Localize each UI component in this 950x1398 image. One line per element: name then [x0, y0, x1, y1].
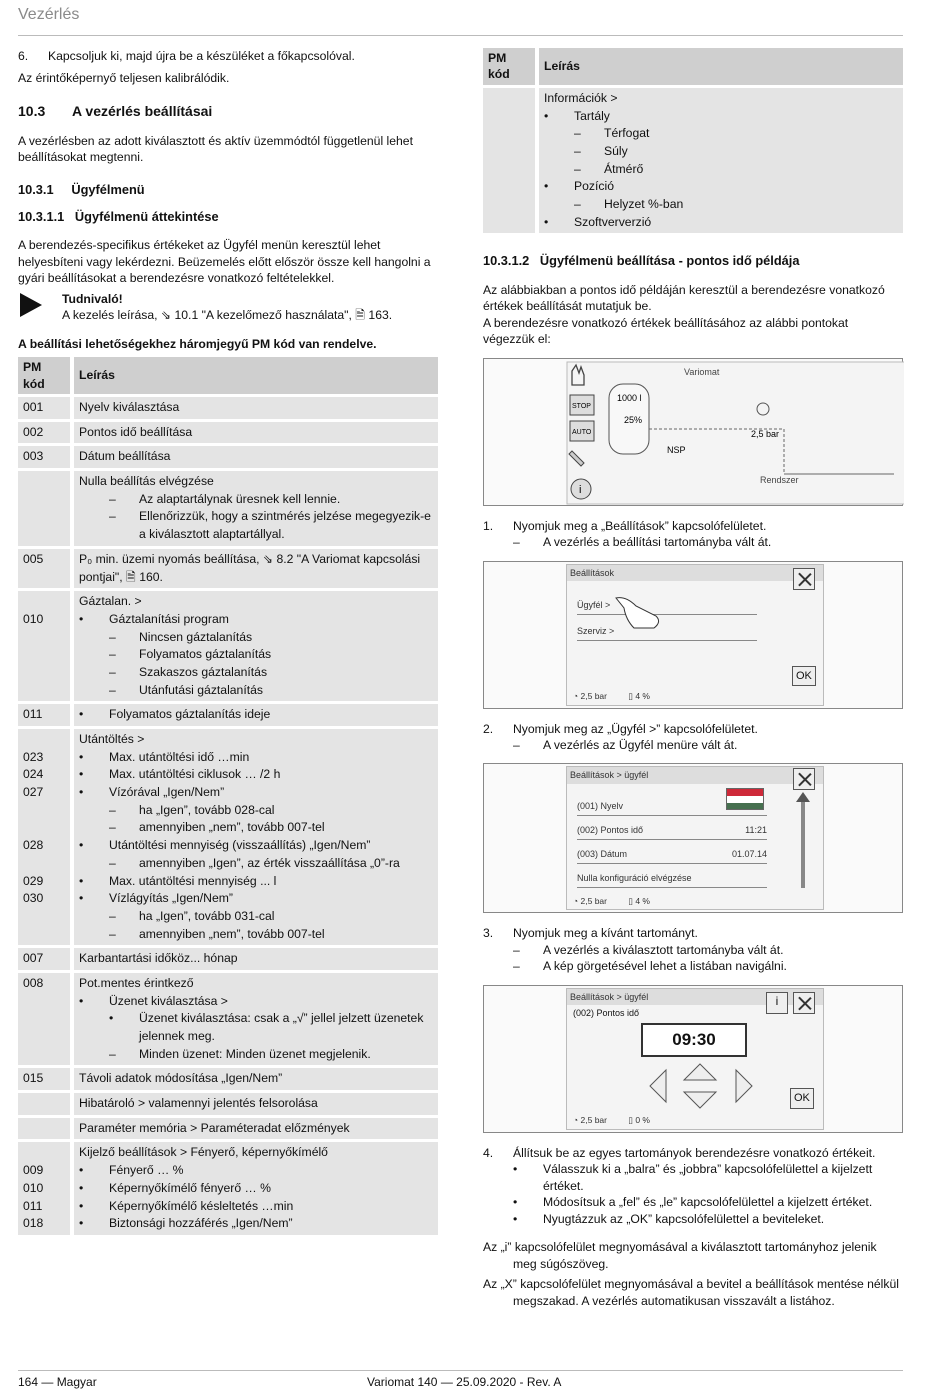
battery-icon: ▯ — [628, 895, 633, 906]
customer-menu-item[interactable]: Ügyfél > — [577, 595, 757, 615]
sub-item: – ha „Igen”, tovább 031-cal — [79, 908, 433, 926]
code: 009 — [23, 1163, 44, 1178]
degas-program: • Gáztalanítási program — [79, 611, 433, 629]
level-value: 4 % — [635, 895, 650, 906]
status-bar — [573, 691, 650, 702]
time-item[interactable] — [577, 820, 767, 840]
header-desc: Leírás — [74, 357, 438, 394]
tank-level: 25% — [624, 414, 643, 425]
nsp-label: NSP — [667, 444, 686, 455]
footer-divider — [18, 1370, 903, 1371]
time-value-field[interactable]: 09:30 — [641, 1023, 747, 1057]
right-arrow-icon[interactable] — [736, 1070, 752, 1102]
row-desc: Dátum beállítása — [74, 446, 438, 468]
header-divider — [18, 35, 903, 36]
row-code: 015 — [18, 1068, 74, 1090]
sub-item: – Térfogat — [544, 125, 898, 143]
time-edit-title: Beállítások > ügyfél — [567, 989, 823, 1005]
info-button-text: Az „i” kapcsolófelület megnyomásával a kiválasztott tartományhoz jelenik meg súgószöveg. — [483, 1240, 877, 1271]
sub-item: – ha „Igen”, tovább 028-cal — [79, 802, 433, 820]
step-result: – A vezérlés a kiválasztott tartományba vált át. — [483, 942, 903, 958]
bullet-item: • Pozíció — [544, 178, 898, 196]
header-code: PM kód — [483, 48, 539, 85]
null-item: – Ellenőrizzük, hogy a szintmérés jelzése megegyezik-e a kiválasztott alaptartállyal. — [79, 508, 433, 543]
row-code: 011 — [18, 704, 74, 726]
table-row — [18, 729, 438, 945]
paragraph-10-3: A vezérlésben az adott kiválasztott és aktív üzemmódtól függetlenül lehet beállításokat megtenni. — [18, 133, 413, 165]
code: 030 — [23, 891, 44, 906]
info-button[interactable]: i — [766, 992, 788, 1014]
system-label: Rendszer — [760, 474, 799, 485]
row-desc: P₀ min. üzemi nyomás beállítása, ⇘ 8.2 "A Variomat kapcsolási pontjai", 🗎 160. — [74, 549, 438, 588]
screenshot-time-edit — [483, 985, 903, 1133]
row-code — [18, 1093, 74, 1115]
note-title: Tudnivaló! — [62, 291, 123, 306]
row-desc: Paraméter memória > Paraméteradat előzmények — [74, 1118, 438, 1140]
footer-doc: Variomat 140 — 25.09.2020 - Rev. A — [367, 1375, 562, 1389]
null-title: Nulla beállítás elvégzése — [79, 474, 214, 489]
row-code — [18, 1142, 74, 1234]
code: 024 — [23, 767, 44, 782]
table-row — [18, 549, 438, 588]
step-number: 4. — [483, 1145, 494, 1160]
gauge-icon: ◔ — [573, 691, 579, 702]
paragraph-example-2: A berendezésre vonatkozó értékek beállításához az alábbi pontokat végezzük el: — [483, 315, 849, 347]
sub-item: – Átmérő — [544, 161, 898, 179]
bullet-item: • Utántöltési mennyiség (visszaállítás) „Igen/Nem” — [79, 837, 433, 855]
bullet-item: • Fényerő … % — [79, 1162, 433, 1180]
bullet-item: • Vízlágyítás „Igen/Nem” — [79, 890, 433, 908]
section-heading-10-3-1-2: 10.3.1.2 Ügyfélmenü beállítása - pontos idő példája — [483, 253, 800, 269]
row-desc — [74, 1142, 438, 1234]
table-row — [18, 1118, 438, 1140]
table-row — [18, 704, 438, 726]
pm-intro: A beállítási lehetőségekhez háromjegyű PM kód van rendelve. — [18, 336, 377, 351]
settings-panel — [566, 564, 824, 706]
pressure-value: 2,5 bar — [580, 1115, 607, 1126]
step-3 — [483, 925, 903, 941]
item-label: (002) Pontos idő — [577, 824, 644, 835]
hungarian-flag-icon — [726, 788, 764, 810]
code: 018 — [23, 1216, 44, 1231]
date-value: 01.07.14 — [731, 848, 767, 859]
step-4 — [483, 1145, 903, 1161]
row-code: 005 — [18, 549, 74, 588]
ok-button[interactable]: OK — [792, 666, 816, 687]
gauge-icon: ◔ — [573, 1115, 579, 1126]
degas-title: Gáztalan. > — [79, 594, 142, 609]
contact-title: Pot.mentes érintkező — [79, 975, 194, 990]
status-bar — [573, 896, 650, 907]
table-row — [18, 1068, 438, 1090]
tank-volume: 1000 l — [617, 392, 642, 403]
sub-item: – amennyiben „Igen”, az érték visszaállítása „0”-ra — [79, 855, 433, 873]
info-title: Információk > — [544, 90, 618, 105]
step-result: – A kép görgetésével lehet a listában navigálni. — [483, 958, 903, 974]
auto-button[interactable]: AUTO — [572, 428, 592, 436]
section-heading-10-3-1-1: 10.3.1.1 Ügyfélmenü áttekintése — [18, 209, 219, 225]
table-row — [483, 88, 903, 234]
row-desc: Pontos idő beállítása — [74, 422, 438, 444]
degas-option: – Folyamatos gáztalanítás — [79, 646, 433, 664]
step-number: 3. — [483, 926, 494, 941]
scroll-up-icon[interactable] — [796, 792, 810, 802]
bullet-item: • Max. utántöltési ciklusok … /2 h — [79, 766, 433, 784]
footer-page: 164 — Magyar — [18, 1375, 97, 1389]
pm-code-table — [18, 354, 438, 1238]
row-code: 003 — [18, 446, 74, 468]
row-desc: Nyelv kiválasztása — [74, 397, 438, 419]
settings-title: Beállítások — [567, 565, 823, 581]
code: 029 — [23, 873, 44, 888]
time-value: 11:21 — [745, 824, 767, 835]
level-value: 4 % — [635, 691, 650, 702]
degas-option: – Utánfutási gáztalanítás — [79, 682, 433, 700]
close-icon[interactable] — [793, 992, 815, 1014]
close-icon[interactable] — [793, 768, 815, 790]
left-arrow-icon[interactable] — [650, 1070, 666, 1102]
table-row — [18, 973, 438, 1065]
table-row — [18, 446, 438, 468]
pointing-hand-icon — [614, 592, 674, 632]
bullet-item: • Képernyőkímélő késleltetés …min — [79, 1198, 433, 1216]
row-desc — [539, 88, 903, 234]
table-row — [18, 422, 438, 444]
sub-item: – amennyiben „nem”, tovább 007-tel — [79, 926, 433, 944]
bullet-item: • Max. utántöltési mennyiség ... l — [79, 873, 433, 891]
bullet-item: • Vízórával „Igen/Nem” — [79, 784, 433, 802]
display-title: Kijelző beállítások > Fényerő, képernyőkímélő — [79, 1145, 328, 1160]
pressure-value: 2,5 bar — [580, 691, 607, 702]
screenshot-settings — [483, 561, 903, 709]
row-desc — [74, 973, 438, 1065]
service-menu-item[interactable]: Szerviz > — [577, 621, 757, 641]
row-code: 008 — [18, 973, 74, 1065]
close-button-text: Az „X” kapcsolófelület megnyomásával a bevitel a beállítások mentése nélkül megszakad. A vezérlés automatikusan visszavált a listához. — [483, 1277, 899, 1308]
step-bullet: • Módosítsuk a „fel” és „le” kapcsolófelülettel a kijelzett értéket. — [483, 1194, 903, 1210]
table-row — [18, 471, 438, 546]
ok-button[interactable]: OK — [790, 1088, 814, 1109]
code: 027 — [23, 785, 44, 800]
null-item: – Az alaptartálynak üresnek kell lennie. — [79, 491, 433, 509]
step-bullet: • Nyugtázzuk az „OK” kapcsolófelülettel a beviteleket. — [483, 1211, 903, 1227]
degas-option: – Szakaszos gáztalanítás — [79, 664, 433, 682]
paragraph-overview: A berendezés-specifikus értékeket az Ügyfél menün keresztül lehet helyesbíteni vagy lekérdezni. Beüzemelés előtt először össze kell hangolni a gyári beállításokat a berendezésre vonatkozó feltételekkel. — [18, 238, 431, 286]
row-code — [483, 88, 539, 234]
code-010: 010 — [23, 611, 44, 626]
step-1 — [483, 518, 903, 534]
customer-title: Beállítások > ügyfél — [567, 767, 823, 783]
table-row — [18, 1142, 438, 1234]
step-text: Nyomjuk meg az „Ügyfél >” kapcsolófelületet. — [513, 721, 758, 736]
pressure-value: 2,5 bar — [751, 428, 780, 439]
step-text: Nyomjuk meg a kívánt tartományt. — [513, 926, 698, 941]
code: 010 — [23, 1180, 44, 1195]
code: 028 — [23, 838, 44, 853]
code: 023 — [23, 749, 44, 764]
section-heading-10-3-1: 10.3.1 Ügyfélmenü — [18, 181, 145, 197]
step-result: – A vezérlés az Ügyfél menüre vált át. — [483, 737, 903, 753]
step-text: Állítsuk be az egyes tartományok berendezésre vonatkozó értékeit. — [513, 1145, 876, 1160]
svg-text:i: i — [579, 483, 582, 496]
refill-title: Utántöltés > — [79, 732, 145, 747]
left-column — [18, 48, 438, 1238]
sub-item: • Üzenet kiválasztása: csak a „√” jellel jelzett üzenetek jelennek meg. — [79, 1010, 433, 1045]
row-desc — [74, 729, 438, 945]
battery-icon: ▯ — [628, 691, 633, 702]
bullet-item: • Üzenet kiválasztása > — [79, 993, 433, 1011]
level-value: 0 % — [635, 1115, 650, 1126]
row-code: 007 — [18, 948, 74, 970]
row-code — [18, 1118, 74, 1140]
step-2 — [483, 721, 903, 737]
step-6 — [18, 48, 438, 64]
pm-info-table — [483, 45, 903, 236]
down-arrow-icon[interactable] — [684, 1092, 716, 1108]
header-code: PM kód — [18, 357, 74, 394]
row-desc: Távoli adatok módosítása „Igen/Nem” — [74, 1068, 438, 1090]
table-header — [483, 48, 903, 85]
variomat-label: Variomat — [684, 366, 720, 377]
sub-item: – amennyiben „nem”, tovább 007-tel — [79, 819, 433, 837]
step-result: – A vezérlés a beállítási tartományba vált át. — [483, 534, 903, 550]
sub-item: – Súly — [544, 143, 898, 161]
table-row — [18, 1093, 438, 1115]
note-text[interactable]: A kezelés leírása, ⇘ 10.1 "A kezelőmező használata", 🗎 163. — [62, 308, 393, 323]
row-code — [18, 591, 74, 701]
table-row — [18, 591, 438, 701]
customer-panel — [566, 766, 824, 910]
item-label: (001) Nyelv — [577, 800, 624, 811]
bullet-item: • Max. utántöltési idő …min — [79, 749, 433, 767]
header-desc: Leírás — [539, 48, 903, 85]
note-box — [18, 291, 438, 324]
row-code: 002 — [18, 422, 74, 444]
table-row — [18, 948, 438, 970]
date-item[interactable] — [577, 844, 767, 864]
step-text: Nyomjuk meg a „Beállítások” kapcsolófelületet. — [513, 518, 767, 533]
section-heading-10-3: 10.3 A vezérlés beállításai — [18, 102, 213, 119]
row-desc: Hibatároló > valamennyi jelentés felsorolása — [74, 1093, 438, 1115]
bullet-item: • Tartály — [544, 108, 898, 126]
bullet-item: • Biztonsági hozzáférés „Igen/Nem” — [79, 1215, 433, 1233]
sub-item: – Helyzet %-ban — [544, 196, 898, 214]
step-bullet: • Válasszuk ki a „balra” és „jobbra” kapcsolófelülettel a kijelzett értéket. — [483, 1161, 903, 1194]
row-desc — [74, 591, 438, 701]
right-column — [483, 48, 903, 1309]
step-text: Kapcsoljuk ki, majd újra be a készüléket a főkapcsolóval. — [48, 49, 355, 63]
screenshot-customer-menu — [483, 763, 903, 913]
step-number: 1. — [483, 518, 494, 533]
time-edit-subtitle: (002) Pontos idő — [573, 1008, 640, 1018]
row-desc: Karbantartási időköz... hónap — [74, 948, 438, 970]
row-code — [18, 471, 74, 546]
item-label: (003) Dátum — [577, 848, 628, 859]
stop-button[interactable]: STOP — [572, 402, 591, 410]
table-header — [18, 357, 438, 394]
arrow-buttons — [648, 1062, 768, 1122]
row-desc — [74, 471, 438, 546]
main-display-svg — [484, 359, 904, 507]
step-number: 2. — [483, 721, 494, 736]
degas-option: – Nincsen gáztalanítás — [79, 629, 433, 647]
step-number: 6. — [18, 49, 29, 63]
battery-icon: ▯ — [628, 1115, 633, 1126]
page-header: Vezérlés — [18, 6, 80, 23]
close-icon[interactable] — [793, 568, 815, 590]
sub-item: – Minden üzenet: Minden üzenet megjelenik. — [79, 1046, 433, 1064]
screenshot-main-display — [483, 358, 903, 506]
scrollbar[interactable] — [801, 798, 805, 888]
up-arrow-icon[interactable] — [684, 1064, 716, 1080]
gauge-icon: ◔ — [573, 895, 579, 906]
zero-config-item[interactable]: Nulla konfiguráció elvégzése — [577, 868, 767, 888]
bullet-item: • Képernyőkímélő fényerő … % — [79, 1180, 433, 1198]
status-bar — [573, 1115, 650, 1126]
row-code: 001 — [18, 397, 74, 419]
paragraph-example-1: Az alábbiakban a pontos idő példáján keresztül a berendezésre vonatkozó értékek beállítását mutatjuk be. — [483, 282, 885, 314]
row-code — [18, 729, 74, 945]
code: 011 — [23, 1198, 43, 1213]
calibration-text: Az érintőképernyő teljesen kalibrálódik. — [18, 71, 230, 86]
bullet-item: • Folyamatos gáztalanítás ideje — [79, 706, 433, 724]
bullet-item: • Szoftververzió — [544, 214, 898, 232]
note-arrow-icon — [20, 293, 42, 317]
table-row — [18, 397, 438, 419]
row-desc — [74, 704, 438, 726]
pressure-value: 2,5 bar — [580, 895, 607, 906]
